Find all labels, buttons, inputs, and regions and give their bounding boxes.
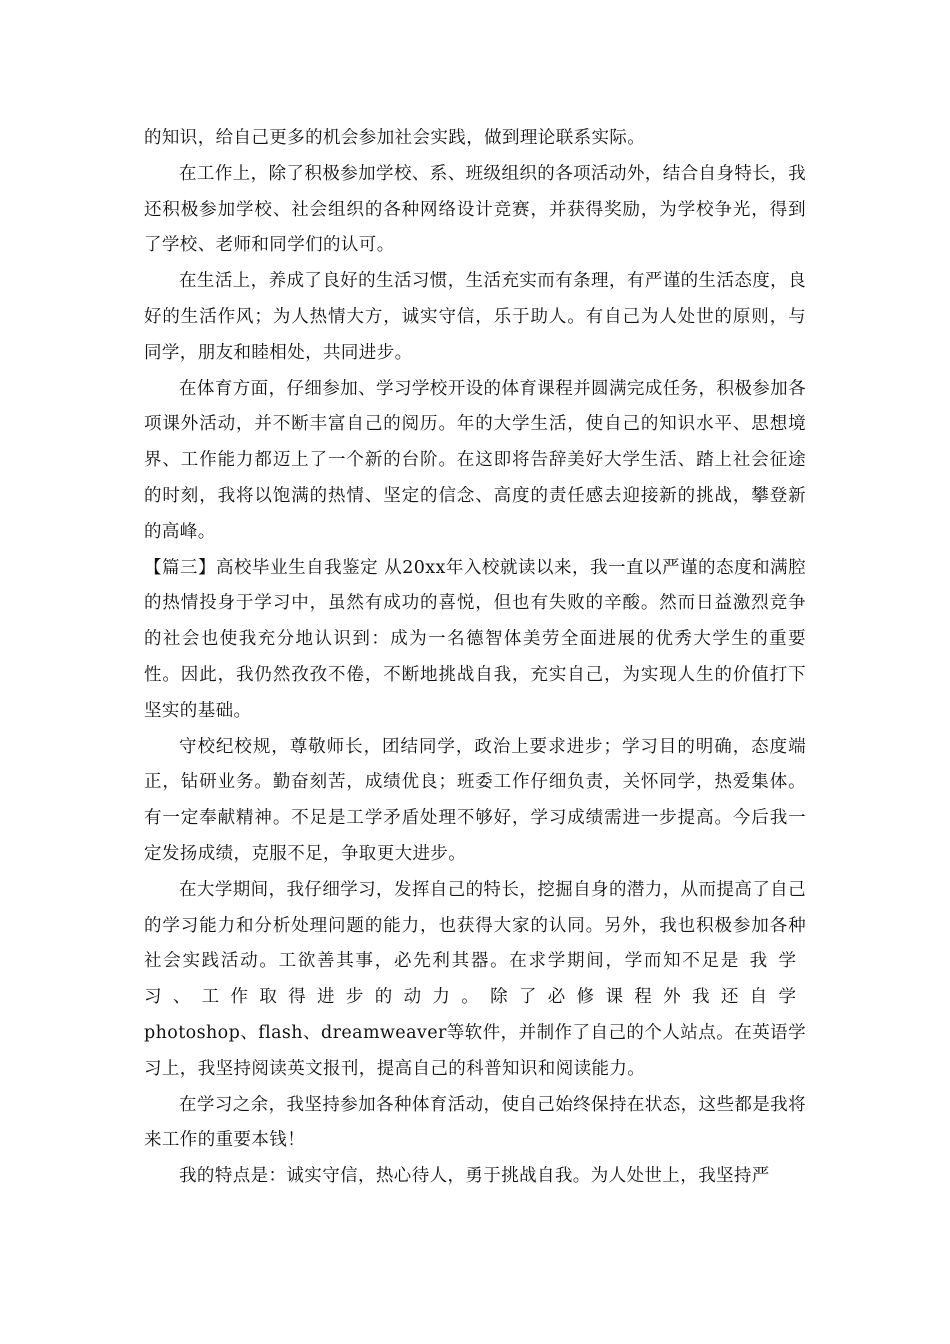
- document-body: [144, 121, 806, 1195]
- paragraph-sports: 在体育方面，仔细参加、学习学校开设的体育课程并圆满完成任务，积极参加各项课外活动，并不断丰富自己的阅历。年的大学生活，使自己的知识水平、思想境界、工作能力都迈上了一个新的台阶。在这即将告辞美好大学生活、踏上社会征途的时刻，我将以饱满的热情、坚定的信念、高度的责任感去迎接新的挑战，攀登新的高峰。: [144, 378, 806, 542]
- paragraph-discipline: 守校纪校规，尊敬师长，团结同学，政治上要求进步；学习目的明确，态度端正，钻研业务。勤奋刻苦，成绩优良；班委工作仔细负责，关怀同学，热爱集体。有一定奉献精神。不足是工学矛盾处理不够好，学习成绩需进一步提高。今后我一定发扬成绩，克服不足，争取更大进步。: [144, 736, 806, 864]
- paragraph-leisure: 在学习之余，我坚持参加各种体育活动，使自己始终保持在状态，这些都是我将来工作的重要本钱！: [144, 1094, 806, 1151]
- study-text-spread: 是我学习、工作取得进步的动力。除了必修课程外我还自学: [144, 951, 806, 1008]
- paragraph-knowledge: 的知识，给自己更多的机会参加社会实践，做到理论联系实际。: [144, 128, 646, 148]
- paragraph-life: 在生活上，养成了良好的生活习惯，生活充实而有条理，有严谨的生活态度，良好的生活作风；为人热情大方，诚实守信，乐于助人。有自己为人处世的原则，与同学，朋友和睦相处，共同进步。: [144, 271, 806, 363]
- paragraph-section-three: 【篇三】高校毕业生自我鉴定 从20xx年入校就读以来，我一直以严谨的态度和满腔的热情投身于学习中，虽然有成功的喜悦，但也有失败的辛酸。然而日益激烈竞争的社会也使我充分地认识到：成为一名德智体美劳全面进展的优秀大学生的重要性。因此，我仍然孜孜不倦，不断地挑战自我，充实自己，为实现人生的价值打下坚实的基础。: [144, 557, 806, 721]
- study-text-lead: 在大学期间，我仔细学习，发挥自己的特长，挖掘自身的潜力，从而提高了自己的学习能力和分析处理问题的能力，也获得大家的认同。另外，我也积极参加各种社会实践活动。工欲善其事，必先利其器。在求学期间，学而知不足: [144, 879, 806, 972]
- paragraph-university-study: [144, 873, 806, 1088]
- paragraph-work: 在工作上，除了积极参加学校、系、班级组织的各项活动外，结合自身特长，我还积极参加学校、社会组织的各种网络设计竞赛，并获得奖励，为学校争光，得到了学校、老师和同学们的认可。: [144, 163, 806, 256]
- paragraph-traits: 我的特点是：诚实守信，热心待人，勇于挑战自我。为人处世上，我坚持严: [179, 1166, 770, 1187]
- study-text-tail: photoshop、flash、dreamweaver等软件，并制作了自己的个人站点。在英语学习上，我坚持阅读英文报刊，提高自己的科普知识和阅读能力。: [144, 1022, 806, 1079]
